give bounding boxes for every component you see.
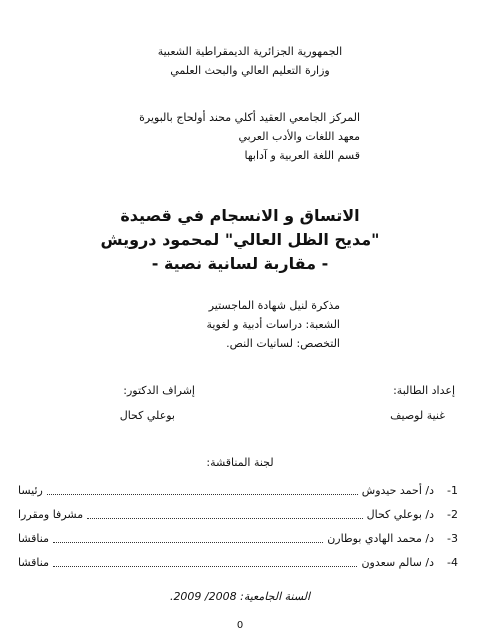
page-number: 0 (236, 620, 244, 631)
committee-member (18, 478, 458, 502)
dotted-leader (53, 558, 357, 567)
header-block (90, 44, 410, 78)
member-number: 1- (447, 483, 458, 497)
member-number: 2- (447, 507, 458, 521)
student-name: غنية لوصيف (390, 409, 445, 422)
university-center: المركز الجامعي العقيد أكلي محند أولحاج بالبويرة (139, 111, 360, 124)
thesis-title-line1: الاتساق و الانسجام في قصيدة (120, 206, 360, 225)
specialty-line: التخصص: لسانيات النص. (226, 337, 340, 350)
supervisor-name: بوعلي كحال (119, 409, 175, 422)
committee-list (18, 478, 458, 574)
member-name: د/ سالم سعدون (361, 555, 434, 569)
dotted-leader (87, 510, 363, 519)
member-role: مناقشا (18, 531, 49, 545)
degree-block (207, 298, 340, 351)
committee-title: لجنة المناقشة: (206, 456, 274, 469)
member-name: د/ أحمد حيدوش (361, 483, 434, 497)
member-name: د/ بوعلي كحال (366, 507, 434, 521)
member-name: د/ محمد الهادي بوطارن (327, 531, 434, 545)
member-role: مشرفا ومقررا (18, 507, 84, 521)
committee-member (18, 526, 458, 550)
thesis-title-block (40, 205, 440, 275)
academic-year: السنة الجامعية: 2008/ 2009. (169, 590, 311, 603)
committee-member (18, 550, 458, 574)
member-role: مناقشا (18, 555, 49, 569)
committee-member (18, 502, 458, 526)
ministry-line: وزارة التعليم العالي والبحث العلمي (170, 64, 330, 77)
student-block (390, 383, 455, 423)
dotted-leader (53, 534, 323, 543)
memo-line: مذكرة لنيل شهادة الماجستير (208, 299, 340, 312)
supervisor-block (35, 383, 195, 423)
student-label: إعداد الطالبة: (393, 384, 455, 397)
thesis-title-line2: "مديح الظل العالي" لمحمود درويش (100, 230, 380, 249)
branch-line: الشعبة: دراسات أدبية و لغوية (206, 318, 340, 331)
supervisor-label: إشراف الدكتور: (123, 384, 195, 397)
institution-block (60, 110, 360, 163)
member-number: 3- (447, 531, 458, 545)
republic-line: الجمهورية الجزائرية الديمقراطية الشعبية (157, 45, 343, 58)
member-number: 4- (447, 555, 458, 569)
department-name: قسم اللغة العربية و آدابها (244, 149, 360, 162)
dotted-leader (47, 486, 358, 495)
institute-name: معهد اللغات والأدب العربي (238, 130, 360, 143)
member-role: رئيسا (18, 483, 43, 497)
thesis-subtitle: - مقاربة لسانية نصية - (151, 254, 329, 273)
